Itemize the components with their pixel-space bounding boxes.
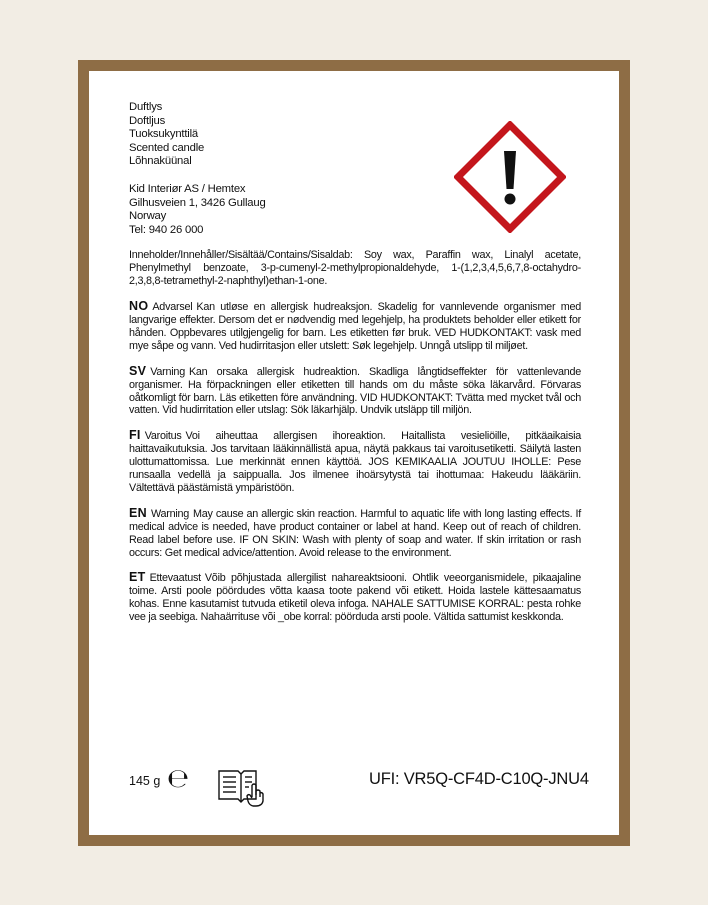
company-address: Gilhusveien 1, 3426 Gullaug <box>129 196 266 209</box>
warning-text: Voi aiheuttaa allergisen ihoreaktion. Haitallista vesieliöille, pitkäaikaisia haittavaikutuksia. Jos tarvitaan lääkinnällistä apua, näytä pakkaus tai varoitusetiketti. Säilytä lasten ulottumattomissa. Lue merkinnät ennen käyttöä. JOS KEMIKAALIA JOUTUU IHOLLE: Pese runsaalla vedellä ja saippualla. Jos ilmenee ihoärsytystä tai ihottumaa: Hakeudu lääkäriin. Vältettävä päästämistä ympäristöön. <box>129 430 581 494</box>
product-name-fi: Tuoksukynttilä <box>129 128 198 141</box>
language-code: NO <box>129 299 149 314</box>
language-code: SV <box>129 363 147 378</box>
ingredients-text: Inneholder/Innehåller/Sisältää/Contains/Sisaldab: Soy wax, Paraffin wax, Linalyl acetate, Phenylmethyl benzoate, 3-p-cumenyl-2-methylpropionaldehyde, 1-(1,2,3,4,5,6,7,8-octahydro-2,3,8,8-tetramethyl-2-naphthyl)ethan-1-one. <box>129 249 581 288</box>
warning-text: Võib põhjustada allergilist nahareaktsiooni. Ohtlik veeorganismidele, pikaajaline toime. Arsti poole pöördudes võtta kaasa toote pakend või etikett. Hoida lastele kättesaamatus kohas. Enne kasutamist tutvuda etiketil oleva infoga. NAHALE SATTUMISE KORRAL: pesta rohke vee ja seebiga. Nahaärrituse või _obe korral: pöörduda arsti poole. Vältida sattumist keskkonda. <box>129 572 581 624</box>
company-name: Kid Interiør AS / Hemtex <box>129 182 246 195</box>
signal-word: Varning <box>150 365 185 378</box>
product-name-no: Duftlys <box>129 101 163 113</box>
warning-text: Kan utløse en allergisk hudreaksjon. Skadelig for vannlevende organismer med langvarige effekter. Dersom det er nødvendig med legehjelp, ha produktets beholder eller etikett for hånden. Oppbevares utilgjengelig for barn. Les etiketten før bruk. VED HUDKONTAKT: vask med mye såpe og vann. Ved hudirritasjon eller utslett: Søk legehjelp. Unngå utslipp til miljøet. <box>129 301 581 352</box>
product-name-sv: Doftljus <box>129 114 166 127</box>
ufi-code: UFI: VR5Q-CF4D-C10Q-JNU4 <box>369 770 589 788</box>
signal-word: Warning <box>150 507 190 520</box>
ghs-exclamation-mark-icon <box>454 121 566 233</box>
product-name-et: Lõhnaküünal <box>129 155 192 168</box>
warning-text: Kan orsaka allergisk hudreaktion. Skadliga långtidseffekter för vattenlevande organismer. Ha förpackningen eller etiketten till hands om du måste söka läkarvård. Förvaras oåtkomligt för barn. Läs etiketten före användning. VID HUDKONTAKT: Tvätta med mycket tvål och vatten. Vid hudirritation eller utslag: Sök läkarhjälp. Undvik utsläpp till miljön. <box>129 365 581 417</box>
warning-section-sv <box>129 365 581 418</box>
warning-text: May cause an allergic skin reaction. Harmful to aquatic life with long lasting effects. If medical advice is needed, have product container or label at hand. Keep out of reach of children. Read label before use. IF ON SKIN: Wash with plenty of soap and water. If skin irritation or rash occurs: Get medical advice/attention. Avoid release to the environment. <box>129 507 581 559</box>
warning-section-no <box>129 300 581 353</box>
company-phone: Tel: 940 26 000 <box>129 223 204 236</box>
signal-word: Ettevaatust <box>149 572 201 585</box>
label-footer <box>129 763 589 813</box>
net-weight: 145 g <box>129 774 161 788</box>
product-label <box>78 60 630 846</box>
language-code: EN <box>129 505 147 520</box>
product-name-en: Scented candle <box>129 141 205 154</box>
estimated-sign-icon: ℮ <box>167 764 190 794</box>
signal-word: Varoitus <box>144 430 182 443</box>
warning-section-et <box>129 571 581 624</box>
warning-section-fi <box>129 429 581 495</box>
warning-section-en <box>129 507 581 560</box>
book-with-pointing-hand-icon <box>216 763 266 807</box>
company-country: Norway <box>129 210 167 223</box>
language-code: ET <box>129 570 146 585</box>
signal-word: Advarsel <box>152 301 193 314</box>
language-code: FI <box>129 428 141 443</box>
